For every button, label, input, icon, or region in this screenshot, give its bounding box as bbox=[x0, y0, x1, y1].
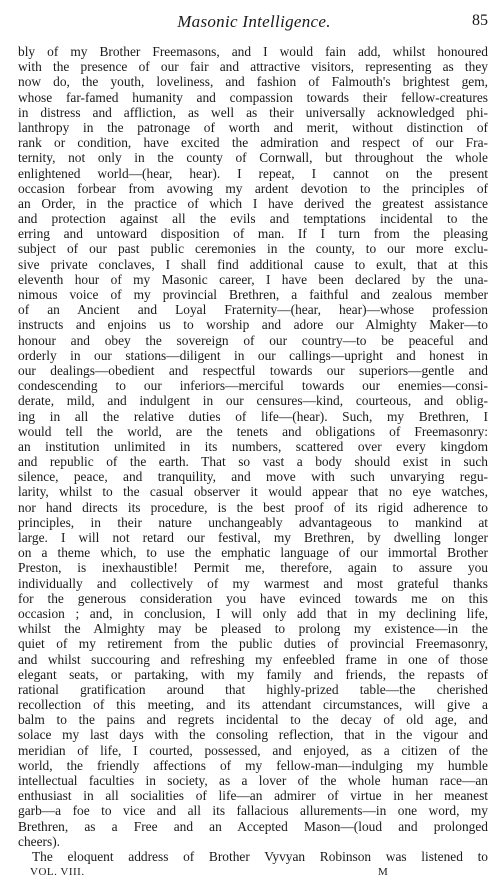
text-line: enlightened world—(hear, hear). I repeat, I cannot on the present bbox=[18, 165, 488, 181]
page-number: 85 bbox=[472, 12, 488, 29]
text-line: larity, whilst to the casual observer it would appear that no eye watches, bbox=[18, 484, 488, 500]
text-line: an Order, in the practice of which I have derived the greatest assistance bbox=[18, 195, 488, 211]
text-line: ing in all the relative duties of life—(hear). Such, my Brethren, I bbox=[18, 408, 488, 424]
text-line: rational gratification around that highly-prized table—the cherished bbox=[18, 681, 488, 697]
text-line: occasion forbear from avowing my ardent devotion to the principles of bbox=[18, 180, 488, 196]
running-title: Masonic Intelligence. bbox=[177, 12, 331, 31]
volume-mark: VOL. VIII. bbox=[30, 866, 85, 878]
text-line: solace my last days with the consoling reflection, that in the vigour and bbox=[18, 727, 488, 743]
text-line: for the generous consideration you have evinced towards me on this bbox=[18, 590, 488, 606]
text-line: occasion ; and, in conclusion, I will only add that in my declining life, bbox=[18, 605, 488, 621]
text-line: erring and untoward disposition of man. If I turn from the pleasing bbox=[18, 226, 488, 242]
text-line: on a theme which, to use the emphatic language of our immortal Brother bbox=[18, 545, 488, 561]
text-line: nimous voice of my provincial Brethren, a faithful and zealous member bbox=[18, 287, 488, 302]
text-line: world, the friendly affections of my fellow-man—indulging my humble bbox=[18, 757, 488, 773]
text-line: principles, in their nature unchangeably advantageous to mankind at bbox=[18, 514, 488, 530]
text-line: individually and collectively of my warmest and most grateful thanks bbox=[18, 575, 488, 591]
text-line: whilst the Almighty may be pleased to prolong my existence—in the bbox=[18, 621, 488, 637]
text-line: nor hand directs its procedure, is the best proof of its rigid adherence to bbox=[18, 499, 488, 515]
text-line: whose far-famed humanity and compassion towards their fellow-creatures bbox=[18, 89, 488, 105]
text-line: in distress and affliction, as well as their universally acknowledged phi- bbox=[18, 104, 488, 120]
text-line: subject of our past public ceremonies in the county, to our more exclu- bbox=[18, 241, 488, 257]
text-line: garb—a foe to vice and all its fallacious allurements—in one word, my bbox=[18, 803, 488, 819]
text-line: silence, peace, and tranquility, and move with such unvarying regu- bbox=[18, 469, 488, 485]
text-line: our dealings—obedient and respectful towards our superiors—gentle and bbox=[18, 362, 488, 378]
text-line: Brethren, as a Free and an Accepted Mason—(loud and prolonged bbox=[18, 818, 488, 834]
text-line: now do, the youth, loveliness, and fashion of Falmouth's brightest gem, bbox=[18, 74, 488, 90]
text-line: eleventh hour of my Masonic career, I have been declared by the una- bbox=[18, 271, 488, 287]
body-text bbox=[18, 44, 488, 864]
text-line: condescending to our inferiors—merciful towards our enemies—consi- bbox=[18, 378, 488, 394]
text-line: honour and obey the sovereign of our country—to be peaceful and bbox=[18, 332, 488, 348]
text-line: cheers). bbox=[18, 833, 61, 849]
text-line: ternity, not only in the county of Cornwall, but throughout the whole bbox=[18, 150, 488, 166]
text-line: an institution unlimited in its numbers, scattered over every kingdom bbox=[18, 438, 488, 454]
text-line: would tell the world, are the tenets and obligations of Freemasonry: bbox=[18, 423, 488, 439]
text-line: large. I will not retard our festival, my Brethren, by dwelling longer bbox=[18, 530, 488, 545]
text-line: The eloquent address of Brother Vyvyan Robinson was listened to bbox=[32, 848, 488, 864]
text-line: derate, mild, and indulgent in our censures—kind, courteous, and oblig- bbox=[18, 393, 488, 409]
text-line: and republic of the earth. That so vast a body should exist in such bbox=[18, 454, 488, 470]
text-line: meridian of life, I courted, possessed, and enjoyed, as a citizen of the bbox=[18, 742, 488, 758]
text-line: and protection against all the evils and temptations incidental to the bbox=[18, 211, 488, 227]
text-line: balm to the pains and regrets incidental to the decay of old age, and bbox=[18, 712, 488, 728]
text-line: recollection of this meeting, and its attendant circumstances, will give a bbox=[18, 697, 488, 713]
text-line: rank or condition, have excited the admiration and respect of our Fra- bbox=[18, 135, 488, 151]
signature-mark: M bbox=[378, 866, 389, 878]
text-line: Preston, is inexhaustible! Permit me, therefore, again to assure you bbox=[18, 560, 488, 576]
text-line: lanthropy in the patronage of worth and merit, without distinction of bbox=[18, 119, 488, 135]
text-line: intellectual faculties in society, as a lover of the whole human race—an bbox=[18, 773, 488, 788]
running-head bbox=[20, 12, 488, 32]
text-line: and whilst succouring and refreshing my enfeebled frame in one of those bbox=[18, 651, 488, 667]
text-line: quiet of my retirement from the public duties of provincial Freemasonry, bbox=[18, 636, 488, 652]
text-line: with the presence of our fair and attractive visitors, representing as they bbox=[18, 59, 488, 75]
page-footer bbox=[30, 866, 410, 882]
text-line: enthusiast in all socialities of life—an admirer of virtue in her meanest bbox=[18, 788, 488, 804]
text-line: bly of my Brother Freemasons, and I would fain add, whilst honoured bbox=[18, 44, 488, 59]
text-line: of an Ancient and Loyal Fraternity—(hear, hear)—whose profession bbox=[18, 302, 488, 318]
text-line: elegant seats, or partaking, with my family and friends, the repasts of bbox=[18, 666, 488, 682]
text-line: instructs and enjoins us to worship and adore our Almighty Maker—to bbox=[18, 317, 488, 333]
text-line: sive private conclaves, I shall find additional cause to exult, that at this bbox=[18, 256, 488, 272]
text-line: orderly in our stations—diligent in our callings—upright and honest in bbox=[18, 347, 488, 363]
